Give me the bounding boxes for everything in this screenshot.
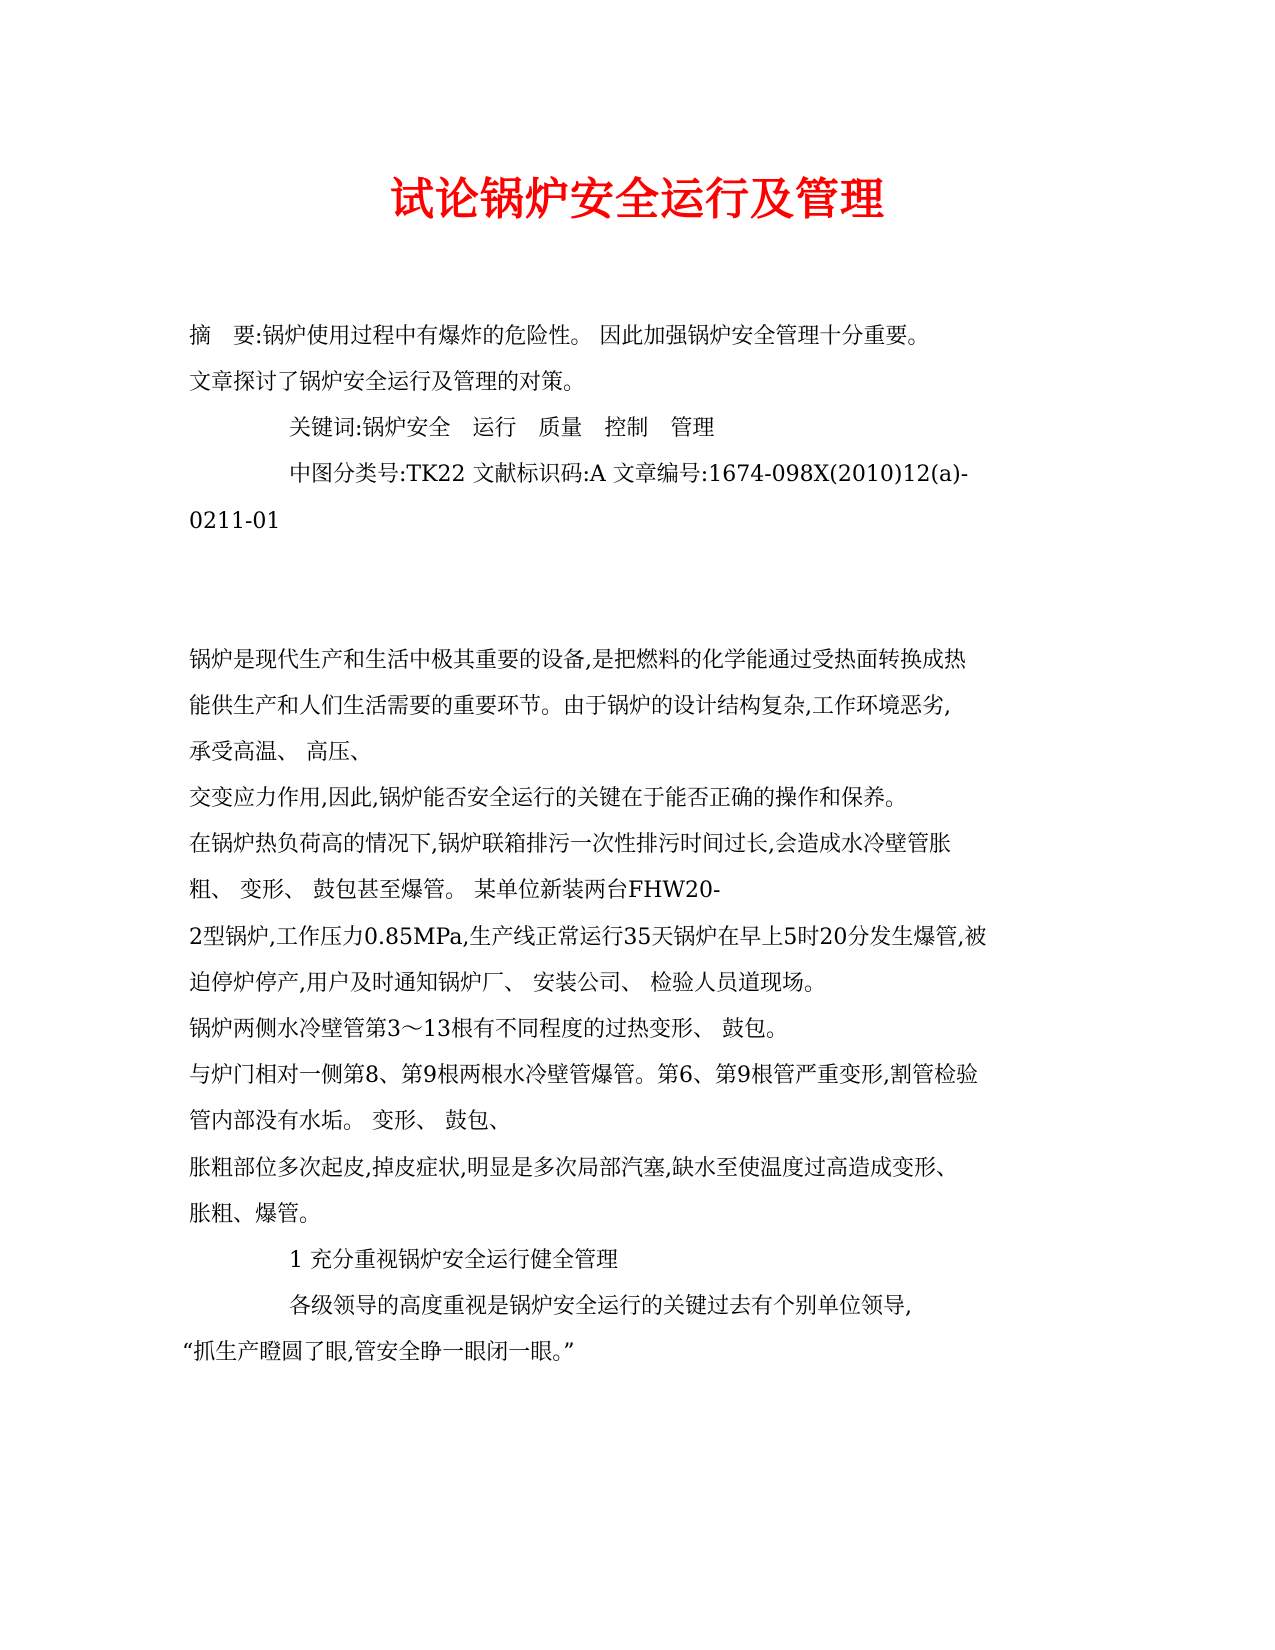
body-line: 锅炉两侧水冷壁管第3～13根有不同程度的过热变形、 鼓包。 [189,1017,788,1042]
body-line: 2型锅炉,工作压力0.85MPa,生产线正常运行35天锅炉在早上5时20分发生爆管,被 [189,925,987,950]
body-line: 迫停炉停产,用户及时通知锅炉厂、 安装公司、 检验人员道现场。 [189,971,826,996]
body-line: 交变应力作用,因此,锅炉能否安全运行的关键在于能否正确的操作和保养。 [189,786,907,811]
body-line: 锅炉是现代生产和生活中极其重要的设备,是把燃料的化学能通过受热面转换成热 [189,648,966,673]
body-line: 与炉门相对一侧第8、第9根两根水冷壁管爆管。第6、第9根管严重变形,割管检验 [189,1063,978,1088]
classification-line: 中图分类号:TK22 文献标识码:A 文章编号:1674-098X(2010)12(a)- [289,462,969,487]
abstract-line-2: 文章探讨了锅炉安全运行及管理的对策。 [189,370,586,395]
body-line: 承受高温、 高压、 [189,740,372,765]
section-heading: 1 充分重视锅炉安全运行健全管理 [289,1248,618,1273]
quote-line: “抓生产瞪圆了眼,管安全睁一眼闭一眼。” [182,1340,575,1365]
keywords-line: 关键词:锅炉安全 运行 质量 控制 管理 [289,416,715,441]
body-line: 胀粗部位多次起皮,掉皮症状,明显是多次局部汽塞,缺水至使温度过高造成变形、 [189,1156,958,1181]
body-line: 粗、 变形、 鼓包甚至爆管。 某单位新装两台FHW20- [189,878,721,903]
abstract-line-1: 摘 要:锅炉使用过程中有爆炸的危险性。 因此加强锅炉安全管理十分重要。 [189,324,930,349]
document-title: 试论锅炉安全运行及管理 [390,174,885,225]
body-line: 各级领导的高度重视是锅炉安全运行的关键过去有个别单位领导, [289,1294,912,1319]
body-line: 胀粗、爆管。 [189,1202,322,1227]
body-line: 能供生产和人们生活需要的重要环节。由于锅炉的设计结构复杂,工作环境恶劣, [189,694,951,719]
classification-line-cont: 0211-01 [189,509,281,534]
body-line: 管内部没有水垢。 变形、 鼓包、 [189,1109,511,1134]
body-line: 在锅炉热负荷高的情况下,锅炉联箱排污一次性排污时间过长,会造成水冷壁管胀 [189,832,951,857]
